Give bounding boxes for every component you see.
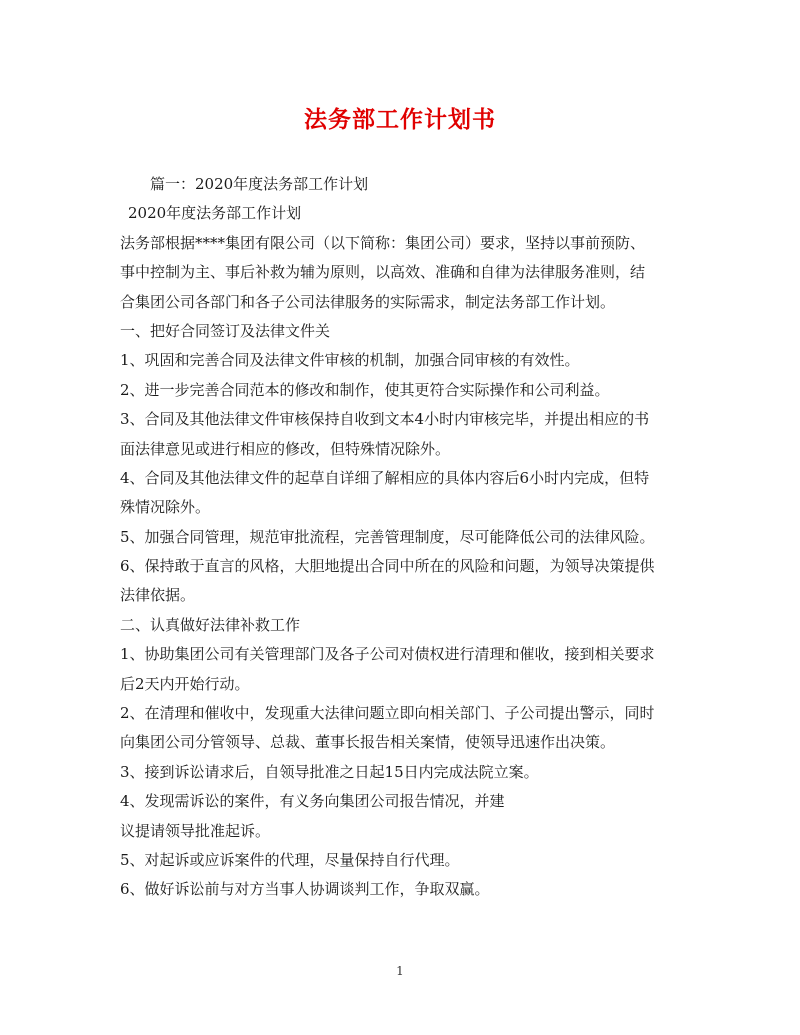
list-item: 6、做好诉讼前与对方当事人协调谈判工作，争取双赢。 <box>120 880 490 899</box>
paragraph-line: 法务部根据****集团有限公司（以下简称：集团公司）要求，坚持以事前预防、 <box>120 233 646 252</box>
list-item: 5、加强合同管理，规范审批流程，完善管理制度，尽可能降低公司的法律风险。 <box>120 527 655 546</box>
paragraph-line: 合集团公司各部门和各子公司法律服务的实际需求，制定法务部工作计划。 <box>120 292 616 311</box>
list-item: 3、合同及其他法律文件审核保持自收到文本4小时内审核完毕，并提出相应的书 <box>120 410 650 429</box>
document-title: 法务部工作计划书 <box>304 106 496 133</box>
section-heading-part-one: 篇一：2020年度法务部工作计划 <box>150 175 369 193</box>
list-item: 1、巩固和完善合同及法律文件审核的机制，加强合同审核的有效性。 <box>120 351 580 370</box>
section-heading: 一、把好合同签订及法律文件关 <box>120 321 331 340</box>
list-item-continuation: 法律依据。 <box>120 586 196 605</box>
list-item-continuation: 向集团公司分管领导、总裁、董事长报告相关案情，使领导迅速作出决策。 <box>120 733 616 752</box>
section-heading: 二、认真做好法律补救工作 <box>120 615 301 634</box>
list-item: 4、合同及其他法律文件的起草自详细了解相应的具体内容后6小时内完成，但特 <box>120 468 650 487</box>
list-item-continuation: 殊情况除外。 <box>120 498 211 517</box>
list-item: 4、发现需诉讼的案件，有义务向集团公司报告情况，并建 <box>120 792 505 811</box>
page-number: 1 <box>396 964 404 978</box>
list-item: 2、在清理和催收中，发现重大法律问题立即向相关部门、子公司提出警示，同时 <box>120 704 655 723</box>
paragraph-line: 事中控制为主、事后补救为辅为原则，以高效、准确和自律为法律服务准则，结 <box>120 263 646 282</box>
list-item-continuation: 后2天内开始行动。 <box>120 674 250 693</box>
list-item: 2、进一步完善合同范本的修改和制作，使其更符合实际操作和公司利益。 <box>120 380 610 399</box>
document-body <box>120 170 690 905</box>
list-item: 5、对起诉或应诉案件的代理，尽量保持自行代理。 <box>120 850 460 869</box>
list-item-continuation: 面法律意见或进行相应的修改，但特殊情况除外。 <box>120 439 451 458</box>
list-item: 1、协助集团公司有关管理部门及各子公司对债权进行清理和催收，接到相关要求 <box>120 645 655 664</box>
list-item: 3、接到诉讼请求后，自领导批准之日起15日内完成法院立案。 <box>120 762 539 781</box>
plan-subtitle: 2020年度法务部工作计划 <box>128 204 302 223</box>
list-item: 6、保持敢于直言的风格，大胆地提出合同中所在的风险和问题，为领导决策提供 <box>120 557 655 576</box>
list-item-continuation: 议提请领导批准起诉。 <box>120 821 271 840</box>
